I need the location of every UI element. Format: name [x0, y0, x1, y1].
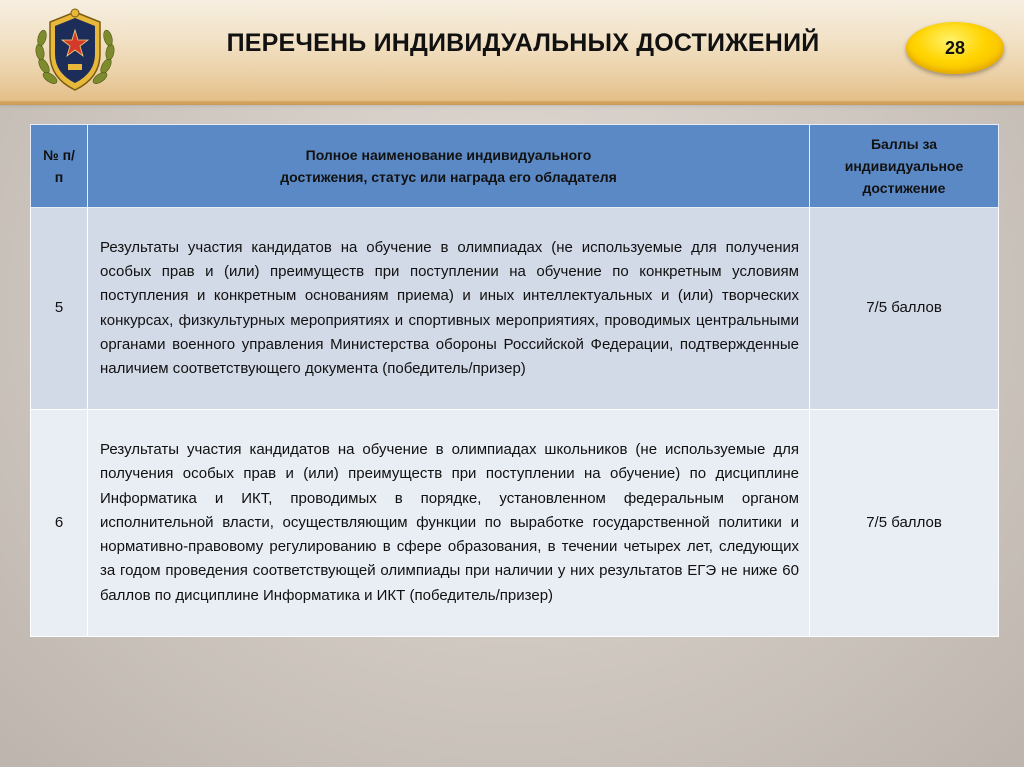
row-number: 6 [31, 410, 88, 637]
achievement-points: 7/5 баллов [810, 410, 999, 637]
header-name: Полное наименование индивидуального достижения, статус или награда его обладателя [88, 125, 810, 208]
achievement-points: 7/5 баллов [810, 208, 999, 410]
header-divider [0, 101, 1024, 105]
page-number-badge: 28 [906, 22, 1004, 74]
achievement-description: Результаты участия кандидатов на обучение в олимпиадах школьников (не используемые для получения особых прав и (или) преимуществ при поступлении на обучение) по дисциплине Информатика и ИКТ, проводимых в порядке, установленном федеральным органом исполнительной власти, осуществляющим функции по выработке государственной политики и нормативно-правовому регулированию в сфере образования, в течении четырех лет, следующих за годом проведения соответствующей олимпиады при наличии у них результатов ЕГЭ не ниже 60 баллов по дисциплине Информатика и ИКТ (победитель/призер) [88, 410, 810, 637]
table-row [31, 410, 999, 637]
table-row [31, 208, 999, 410]
achievements-table [30, 124, 999, 637]
header-points: Баллы за индивидуальное достижение [810, 125, 999, 208]
achievement-description: Результаты участия кандидатов на обучение в олимпиадах (не используемые для получения особых прав и (или) преимуществ при поступлении на обучение по конкретным условиям поступления и конкретным основаниям приема) и иных интеллектуальных и (или) творческих конкурсах, физкультурных мероприятиях и спортивных мероприятиях, проводимых центральными органами военного управления Министерства обороны Российской Федерации, подтвержденные наличием соответствующего документа (победитель/призер) [88, 208, 810, 410]
header-num: № п/п [31, 125, 88, 208]
academy-emblem-icon [30, 4, 120, 99]
achievements-table-container [30, 124, 998, 636]
table-header-row [31, 125, 999, 208]
page-title: ПЕРЕЧЕНЬ ИНДИВИДУАЛЬНЫХ ДОСТИЖЕНИЙ [226, 29, 820, 57]
row-number: 5 [31, 208, 88, 410]
